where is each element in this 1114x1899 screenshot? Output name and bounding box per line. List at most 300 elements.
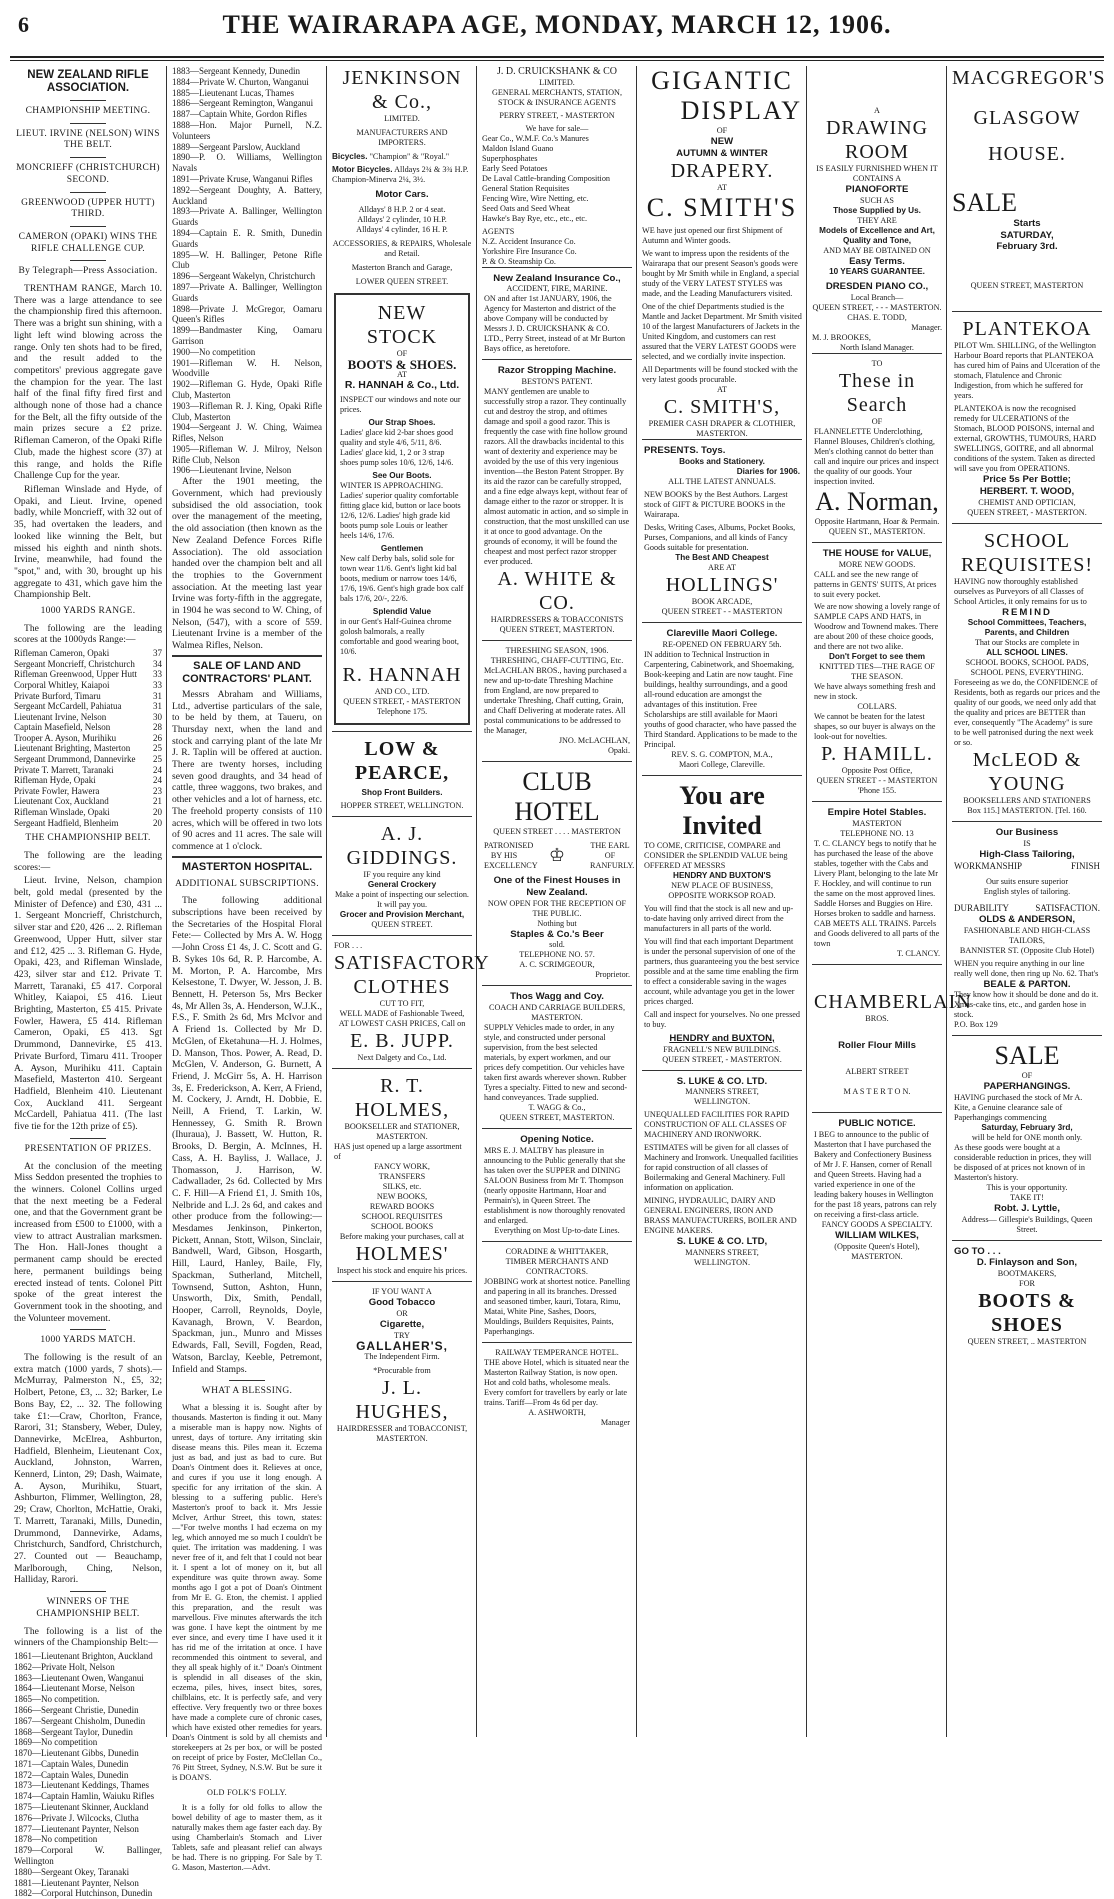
score-name: Private Burford, Timaru (14, 690, 101, 701)
score-name: Private Fowler, Hawera (14, 785, 100, 796)
ad-text: One of the chief Departments studied is the Mantle and Jacket Department. Mr Smith visited 10 of the largest Manufacturers of Jackets in the United Kingdom, and customers can rest assured that the VERY LATEST GOODS were selected, and we cordially invite inspection. (642, 302, 802, 362)
advertiser-name: E. B. JUPP. (350, 1030, 454, 1053)
ad-text: Call and inspect for yourselves. No one pressed to buy. (644, 1009, 800, 1029)
ad-text: They know how it should be done and do it. Xmas-cake tins, etc., and garden hose in stock. (954, 990, 1099, 1020)
ad-text: BANNISTER ST. (Opposite Club Hotel) (959, 945, 1095, 955)
ad-text: LIMITED. (539, 77, 575, 87)
score-value: 20 (153, 807, 162, 818)
winner-entry: 1876—Private J. Wilcocks, Clutha (14, 1812, 139, 1823)
winner-entry: 1863—Lieutenant Owen, Wanganui (14, 1672, 144, 1683)
ad-text: ON and after 1st JANUARY, 1906, the Agency for Masterton and district of the above Company will be conducted by Messrs J. D. CRUICKSHANK & CO. LTD., Perry Street, instead of at Mr Burton Bays office, as heretofore. (484, 294, 626, 354)
ad-text: Alldays' 4 cylinder, 16 H. P. (356, 224, 448, 234)
advertiser-name: CORADINE & WHITTAKER, (505, 1246, 609, 1256)
ad-text: We want to impress upon the residents of the Wairarapa that our present Season's goods were bought by Mr Smith while in England, a special study of the VERY LATEST STYLES was made, and the Leading Manufacturers visited. (642, 249, 800, 299)
ad-heading: Saturday, February 3rd, (981, 1122, 1073, 1132)
masthead-rule (10, 56, 1104, 58)
ad-text: MINING, HYDRAULIC, DAIRY AND GENERAL ENGINEERS, IRON AND BRASS MANUFACTURERS, BOILER AND ENGINE MAKERS. (644, 1196, 797, 1236)
ad-text: PREMIER CASH DRAPER & CLOTHIER, MASTERTON. (648, 419, 796, 439)
winner-entry: 1882—Corporal Hutchinson, Dunedin (14, 1888, 153, 1899)
winner-entry: 1899—Bandmaster King, Oamaru Garrison (172, 325, 322, 346)
subhead: GREENWOOD (UPPER HUTT) THIRD. (21, 197, 155, 220)
ad-text: Box 115.] MASTERTON. [Tel. 160. (967, 806, 1087, 816)
winner-entry: 1878—No competition (14, 1834, 98, 1845)
ad-text: You will find that each important Department is under the personal supervision of one of the partners, thus guaranteeing you the best service possible and at the same time enabling the firm to effect a considerable saving in the wages account, while advantage you get in the lower prices charged. (644, 936, 800, 1006)
list-item: REWARD BOOKS (369, 1202, 435, 1212)
ad-text: FANCY GOODS A SPECIALTY. (821, 1219, 933, 1229)
ad-text: This is your opportunity. (986, 1182, 1068, 1192)
advertiser-name: HOLLINGS' (665, 574, 779, 597)
ad-heading: Splendid Value (372, 607, 432, 617)
ad-text: OPPOSITE WORKSOP ROAD. (668, 890, 776, 900)
ad-heading: 10 YEARS GUARANTEE. (829, 267, 925, 277)
ad-text: QUEEN STREET - - MASTERTON (661, 607, 783, 617)
ad-text: The Independent Firm. (364, 1352, 440, 1362)
ad-heading: UNEQUALLED FACILITIES FOR RAPID CONSTRUCTION OF ALL CLASSES OF MACHINERY AND IRONWORK. (644, 1110, 790, 1140)
ad-text: Desks, Writing Cases, Albums, Pocket Books, Purses, Companions, and all kinds of Fancy Goods suitable for presentation. (644, 523, 796, 553)
ad-text: QUEEN STREET . . . . MASTERTON (493, 827, 621, 837)
ad-heading: Opening Notice. (520, 1133, 594, 1145)
ad-text: Inspect his stock and enquire his prices. (336, 1266, 468, 1276)
ad-text: OF (716, 126, 728, 135)
masthead-rule-thin (10, 60, 1104, 61)
winner-entry: 1897—Private A. Ballinger, Wellington Guards (172, 281, 322, 303)
score-name: Lieutenant Cox, Auckland (14, 796, 109, 807)
ad-text: COLLARS. (857, 701, 897, 711)
ad-text: WELLINGTON. (693, 1257, 750, 1267)
ad-text: (Opposite Queen's Hotel), (834, 1241, 920, 1251)
score-name: Sergeant Drummond, Dannevirke (14, 754, 136, 765)
ad-text: 'Phone 155. (857, 785, 897, 795)
advertiser-name: GLASGOW (973, 107, 1081, 129)
ad-heading: Clareville Maori College. (666, 628, 778, 640)
advertiser-name: HOUSE. (988, 143, 1066, 165)
divider (70, 157, 106, 158)
score-value: 24 (153, 775, 162, 786)
ad-heading: BOOTS & SHOES. (347, 356, 457, 372)
ad-text: QUEEN STREET, - - - MASTERTON. (812, 303, 942, 313)
article-paragraph: The following is a list of the winners of the Championship Belt:— (14, 1625, 162, 1649)
score-row (14, 701, 162, 712)
column-7-advertisements (952, 66, 1106, 1737)
ad-text: LIMITED. (384, 114, 420, 123)
cruickshank-items-list (482, 134, 632, 224)
list-item: SILKS, etc. (382, 1182, 422, 1192)
winner-entry: 1901—Rifleman W. H. Nelson, Woodville (172, 357, 322, 379)
advertiser-name: S. LUKE & CO. LTD, (676, 1236, 768, 1248)
ad-text: BOOTMAKERS, (997, 1269, 1057, 1279)
ad-heading: DRAPERY. (670, 160, 774, 183)
advertiser-name: OLDS & ANDERSON, (978, 913, 1076, 925)
ad-heading: See Our Boots. (372, 471, 432, 481)
score-name: Sergeant McCardell, Pahiatua (14, 701, 122, 712)
advertiser-name: J. L. HUGHES, (355, 1377, 449, 1424)
score-value: 30 (153, 711, 162, 722)
empire-stables-ad (812, 801, 942, 964)
ad-text: SCHOOL BOOKS, SCHOOL PADS, SCHOOL PENS, EVERYTHING. (965, 658, 1089, 678)
coradine-ad (482, 1241, 632, 1342)
ad-text: QUEEN STREET. (371, 920, 433, 930)
ad-heading: DISPLAY (680, 96, 802, 125)
score-value: 20 (153, 817, 162, 828)
ad-text: HAIRDRESSERS & TOBACCONISTS (490, 615, 624, 625)
advertiser-name: D. Finlayson and Son, (976, 1257, 1078, 1269)
score-value: 24 (153, 764, 162, 775)
luke-ad (642, 1070, 802, 1273)
ad-heading: REMIND (1002, 606, 1052, 618)
ad-text: TAKE IT! (1010, 1192, 1044, 1202)
ad-text: QUEEN STREET, - MASTERTON. (662, 1054, 782, 1064)
winner-entry: 1870—Lieutenant Gibbs, Dunedin (14, 1748, 139, 1759)
ad-text: PATRONISED BY HIS EXCELLENCY (484, 841, 538, 871)
ad-text: MORE NEW GOODS. (838, 559, 916, 569)
threshing-ad (482, 640, 632, 761)
opening-notice-ad (482, 1128, 632, 1241)
ad-text: INSPECT our windows and note our prices. (340, 395, 461, 415)
list-item: Yorkshire Fire Insurance Co. (482, 246, 577, 256)
ad-heading: ALL SCHOOL LINES. (986, 648, 1068, 658)
ad-text: Before making your purchases, call at (339, 1232, 465, 1242)
mcleod-young-ad (952, 523, 1102, 822)
ad-text: North Island Manager. (840, 343, 914, 353)
ad-heading: NEW STOCK (366, 301, 438, 348)
score-value: 25 (153, 754, 162, 765)
advertiser-name: S. LUKE & CO. LTD. (676, 1075, 768, 1087)
ad-text: Make a point of inspecting our selection. It will pay you. (335, 890, 469, 910)
winner-entry: 1891—Private Kruse, Wanganui Rifles (172, 173, 313, 184)
ad-text: We are now showing a lovely range of SAMPLE CAPS AND HATS, in Woodrow and Townend makes. There are about 200 of these choice goods, and there are not two alike. (814, 601, 940, 651)
ad-text: M A S T E R T O N. (843, 1087, 911, 1097)
ad-text: QUEEN STREET, MASTERTON. (499, 1112, 615, 1122)
score-row (14, 765, 162, 776)
ad-text: Address— Gillespie's Buildings, Queen Street. (961, 1214, 1093, 1234)
score-row (14, 712, 162, 723)
advertiser-name: C. SMITH'S, (663, 396, 781, 419)
advertiser-name: JENKINSON & Co., (342, 67, 462, 113)
winner-entry: 1885—Lieutenant Lucas, Thames (172, 87, 295, 98)
ad-text: You will find that the stock is all new and up-to-date having only arrived direct from the manufacturers in all parts of the world. (644, 903, 794, 933)
score-row (14, 733, 162, 744)
hughes-ad (332, 1281, 472, 1449)
score-name: Lieutenant Brighting, Masterton (14, 743, 131, 754)
divider (70, 1329, 106, 1330)
club-hotel-ad (482, 761, 635, 985)
ad-heading: GIGANTIC (651, 66, 793, 95)
ad-text: sold. (549, 940, 565, 950)
ad-heading: PLANTEKOA (962, 318, 1092, 341)
ad-text: ESTIMATES will be given for all classes of Machinery and Ironwork. Unequalled facilities for rapid construction of all classes of Boilermaking and General Machinery. Full information on application. (644, 1143, 798, 1193)
ad-heading: The Best AND Cheapest (675, 553, 769, 563)
ad-text: FOR (1019, 1279, 1035, 1289)
article-paragraph: Messrs Abraham and Williams, Ltd., advertise particulars of the sale, to be held by them, at Taueru, on Thursday next, when the land and stock and carrying plant of the late Mr J. R. Taplin will be offered at auction. There are twenty horses, including seven good draughts, and 34 head of cattle, three waggons, two brakes, and other vehicles and a lot of harness, etc. The freehold property consists of 110 acres, which will be offered in two lots of 90 acres and 11 acres. The sale will commence at 1 o'clock. (172, 688, 322, 852)
score-name: Trooper A. Ayson, Murihiku (14, 732, 117, 743)
ad-text: QUEEN STREET, MASTERTON. (499, 625, 615, 635)
list-item: Superphosphates (482, 153, 538, 163)
column-1-rifle-association (14, 66, 162, 1899)
list-item: NEW BOOKS, (376, 1192, 428, 1202)
section-heading: WINNERS OF THE CHAMPIONSHIP BELT. (36, 1597, 140, 1619)
ad-text: ACCESSORIES, & REPAIRS, Wholesale and Retail. (332, 238, 472, 258)
ad-text: TELEPHONE NO. 13 (840, 828, 914, 838)
ad-text: Ladies' glace kid 2-bar shoes good quality and style 4/6, 5/11, 8/6. Ladies' glace kid, 1, 2 or 3 strap shoes pump soles 10/6, 12/6, 14/6. (340, 428, 454, 468)
ad-text: *Procurable from (373, 1366, 431, 1376)
ad-text: McLACHLAN BROS., having purchased a new and up-to-date Threshing Machine from England, are now prepared to undertake Threshing, Chaff cutting, Grain, and Chaff Delivering at moderate rates. All postal communications to be addressed to the Manager, (484, 666, 627, 736)
ad-heading: Don't Forget to see them (828, 651, 926, 661)
ad-text: CHEMIST AND OPTICIAN, (978, 497, 1076, 507)
cruickshank-agents-list (482, 237, 632, 267)
ad-text: QUEEN STREET, MASTERTON (970, 281, 1084, 291)
ad-heading: February 3rd. (996, 241, 1058, 253)
ad-text: WELLINGTON. (693, 1097, 750, 1107)
score-name: Captain Masefield, Nelson (14, 722, 111, 733)
column-divider (326, 66, 327, 1737)
ad-text: MANNERS STREET, (685, 1087, 759, 1097)
ad-text: NEW PLACE OF BUSINESS, (671, 880, 773, 890)
ad-heading: Shop Front Builders. (361, 788, 443, 798)
ad-heading: NEW (710, 136, 734, 147)
ad-text: T. C. CLANCY begs to notify that he has purchased the lease of the above stables, together with the Cabs and Livery Plant, belonging to the late Mr F. Hockley, and will continue to run the same on the most approved lines. Saddle Horses and Buggies on Hire. Horses broken to saddle and harness. CAB MEETS ALL TRAINS. Parcels and Goods delivered to all parts of the town (814, 838, 940, 948)
score-row (14, 775, 162, 786)
score-name: Rifleman Greenwood, Upper Hutt (14, 669, 137, 680)
winner-entry: 1862—Private Holt, Nelson (14, 1661, 115, 1672)
section-heading: OLD FOLK'S FOLLY. (207, 1787, 287, 1797)
ad-heading: GALLAHER'S, (356, 1338, 448, 1353)
ad-heading: General Crockery (367, 880, 437, 890)
public-notice-ad (812, 1112, 942, 1266)
score-row (14, 818, 162, 829)
ad-text: New calf Derby bals, solid sole for town wear 11/6. Gent's light kid bal boots, medium or narrow toes 14/6, 17/6, 19/6. Gent's high grade box calf bals 17/6, 20/-, 22/6. (340, 554, 464, 604)
ad-text: PERRY STREET, - MASTERTON (499, 110, 615, 120)
score-value: 26 (153, 732, 162, 743)
score-name: Rifleman Winslade, Opaki (14, 807, 110, 818)
advertiser-name: CLUB HOTEL (514, 767, 600, 827)
score-value: 28 (153, 722, 162, 733)
ad-text: That our Stocks are complete in (974, 638, 1080, 648)
range-scores-list (14, 648, 162, 828)
ad-text: All Departments will be found stocked with the very latest goods procurable. (642, 365, 798, 385)
winner-entry: 1905—Rifleman W. J. Milroy, Nelson Rifle Club, Nelson (172, 443, 322, 465)
winner-entry: 1904—Sergeant J. W. Ching, Waimea Rifles, Nelson (172, 422, 322, 444)
ad-text: Our suits ensure superior English styles of tailoring. (983, 877, 1071, 897)
ad-text: BOOKSELLERS AND STATIONERS (963, 796, 1091, 806)
razor-ad (482, 359, 632, 640)
winner-entry: 1889—Sergeant Parslow, Auckland (172, 141, 300, 152)
article-paragraph: The following additional subscriptions have been received by the Secretaries of the Hospital Floral Fete:— Collected by Mrs A. W. Hogg—John Cross £1 4s, J. C. Scott and G. B. Sykes 10s 6d, R. P. Harcombe, A. M. Morton, P. A. Harcombe, Mrs Kelsestone, T. Dwyer, W. Jesson, J. B. Bennett, H. Peterson 5s, Mrs Becker 4s, Mr Allen 3s, A. Henderson, W.J.K., F.S., F. Smith 2s 6d, Mrs McIvor and A Friend 1s. Collected by Mr D. McGlen, of Eketahuna—H. J. Holmes, D. Manson, Thos. Power, A. Read, D. McGlen, V. Anderson, G. Burnett, A Friend, J. McGirr 5s, A. H. Harrison 3s, E. Frederickson, A. Kerr, A Friend, M. Cockery, J. Arndt, H. Dobbie, E. Neill, A Friend, T. Larkin, W. Hennessey, G. Smith R. Brown (Ihuraua), J. Bassett, W. Hutton, R. Brooks, D. Bergin, A. McInnes, H. Cass, A. H. Bayliss, J. Wallace, J. Thomasson, J. Harrison, W. Cadwallader, 2s 6d. Collected by Mrs C. F. Hill—A Friend £1, J. Smith 10s, Nelbride and L.J. 2s 6d, and cakes and other produce from the following:—Mesdames Jenkinson, Pinkerton, Pickett, Annan, Stott, Wilson, Sinclair, Bandwell, Ward, Gibson, Hosgarth, Hill, Laurd, Hanley, Baile, Fly, Spackman, Sutherland, Mitchell, Townsend, Sutton, Ashton, Hunn, Unsworth, Dix, Smith, Pendall, Hooper, Carroll, Reynolds, Doyle, Kavanagh, Brown, V. Beardon, Spackman, jun., Munro and Misses Edwards, Fall, Sevill, Fogden, Read, Watson, Barclay, Keeble, Petremont, Infield and Stamps. (172, 895, 322, 1375)
ad-text: MRS E. J. MALTBY has pleasure in announcing to the Public generally that she has taken over the SUPPER and DINING SALOON Business from Mr T. Thompson (nearly opposite Hartmann, Hoar and Permain's), in Queen Street. The establishment is now thoroughly renovated and enlarged. (484, 1145, 626, 1225)
ad-heading: Diaries for 1906. (736, 467, 800, 477)
ad-text: TELEPHONE NO. 57. (519, 950, 595, 960)
ad-heading: SALE (952, 188, 1017, 217)
winner-entry: 1888—Hon. Major Purnell, N.Z. Volunteers (172, 119, 322, 141)
ad-text: will be held for ONE month only. (971, 1132, 1083, 1142)
crown-icon: ♔ (548, 845, 566, 866)
ad-text: FLANNELETTE Underclothing, Flannel Blouses, Children's clothing, Men's clothing cannot do better than call and inquire our prices and inspect the quality of our goods. Your inspection invited. (814, 427, 939, 487)
ad-heading: Our Strap Shoes. (368, 418, 436, 428)
temperance-hotel-ad (482, 1342, 632, 1433)
newspaper-title: THE WAIRARAPA AGE, MONDAY, MARCH 12, 1906. (222, 10, 892, 39)
score-value: 34 (153, 658, 162, 669)
winner-entry: 1886—Sergeant Remington, Wanganui (172, 98, 314, 109)
ad-text: IF you require any kind (363, 870, 441, 880)
winner-entry: 1881—Lieutenant Paynter, Nelson (14, 1877, 139, 1888)
advertiser-name: R. HANNAH (342, 664, 462, 687)
ad-heading: Gentlemen (380, 544, 424, 554)
ad-text: REV. S. G. COMPTON, M.A., (671, 749, 773, 759)
ad-text: RE-OPENED ON FEBRUARY 5th. (662, 639, 782, 649)
ad-text: ALBERT STREET (845, 1067, 909, 1077)
list-item: Fencing Wire, Wire Netting, etc. (482, 193, 589, 203)
divider (70, 1138, 106, 1139)
ad-text: "Champion" & "Royal." (369, 152, 450, 161)
hendry-buxton-ad (642, 775, 802, 1070)
ad-heading: You are Invited (679, 780, 765, 840)
subhead: MONCRIEFF (CHRISTCHURCH) SECOND. (16, 163, 160, 185)
ad-text: HOPPER STREET, WELLINGTON. (340, 801, 464, 811)
ad-heading: Good Tobacco (368, 1297, 436, 1309)
ad-text: PILOT Wm. SHILLING, of the Wellington Harbour Board reports that PLANTEKOA has cured him of Pains and Ulceration of the stomach, Flatulence and Chronic Indigestion, from which he suffered for years. (954, 341, 1100, 401)
subhead: CHAMPIONSHIP MEETING. (25, 106, 151, 116)
ad-text: MANUFACTURERS AND IMPORTERS. (356, 128, 448, 147)
ad-text: Proprietor. (595, 970, 630, 980)
article-paragraph: Lieut. Irvine, Nelson, champion belt, gold medal (presented by the Minister of Defence) and £30, 431 ... 1. Sergeant Moncrieff, Christchurch, silver star and £20, 426 ... 2. Rifleman Greenwood, Upper Hutt, silver star and £12, 425 ... 3. Rifleman G. Hyde, Opaki, 423, and Rifleman Winslade, 423, silver star and £12. Private T. Marrett, Taranaki, £5 417. Corporal Whitley, Kaiapoi, £5 416. Lieut Brighting, Masterton, £5 415. Private Fowler, Hawera, £5 414. Rifleman Cameron, Opaki, £5 413. Sgt Drummond, Dannevirke, £5 413. Private Burford, Timaru 411. Trooper A. Ayson, Murihiku 411. Captain Masefield, Masterton 410. Sergeant Hadfield, Blenheim 410. Lieutenant Cox, Auckland 411. Sergeant McCardell, Pahiatua 411. (The last five tie for the 12th prize of £5). (14, 875, 162, 1133)
column-2-articles (172, 66, 322, 1872)
winner-entry: 1868—Sergeant Taylor, Dunedin (14, 1726, 133, 1737)
ad-text: in our Gent's Half-Guinea chrome golosh balmorals, a really comfortable and good wearing boot, 10/6. (340, 617, 459, 657)
ad-text: Nothing but (537, 918, 577, 928)
ad-text: TO (871, 359, 883, 369)
ad-heading: DRAWING ROOM (825, 117, 929, 163)
lyttle-ad (952, 1035, 1102, 1239)
ad-text: WHEN you require anything in our line really well done, then ring up No. 62. That's (954, 958, 1099, 978)
list-item: De Laval Cattle-branding Composition (482, 173, 611, 183)
low-pearce-ad (332, 731, 472, 816)
advertiser-name: McLEOD & YOUNG (972, 749, 1082, 796)
score-name: Private T. Marrett, Taranaki (14, 764, 114, 775)
ad-heading: THRESHING SEASON, 1906. (505, 646, 609, 656)
ad-text: Everything on Most Up-to-date Lines. (494, 1225, 620, 1235)
score-value: 33 (153, 669, 162, 680)
score-row (14, 648, 162, 659)
ad-text: HAVING purchased the stock of Mr A. Kite, a Genuine clearance sale of Paperhangings commencing (954, 1092, 1083, 1122)
score-row (14, 807, 162, 818)
ad-text: BESTON'S PATENT. (521, 377, 593, 387)
holmes-items-list (334, 1162, 470, 1232)
ad-heading: Roller Flour Mills (838, 1039, 916, 1051)
ad-text: MASTERTON. (851, 1251, 903, 1261)
ad-text: Opposite Hartmann, Hoar & Permain. QUEEN ST., MASTERTON. (814, 517, 940, 537)
ad-text: Masterton Branch and Garage, (351, 262, 453, 272)
ad-text: Alldays 2¾ & 3¾ H.P. Champion-Minerva 2¼, 3½. (332, 165, 469, 184)
article-paragraph: The following is the result of an extra match (1000 yards, 7 shots).—McMurray, Palmerston N., £5, 32; Holbert, Petone, £3, ... 32; Barker, Le Bons Bay, £2, ... 32. The following take £1:—Craw, Chorlton, France, Rarori, 31; Stansbery, Weber, Duley, Dannevirke, McElrea, Ashburton, Hadfield, Blenheim, Lieutenant Cox, Auckland, Johnston, Warren, Kennerd, Linton, 29; Dash, Waimate, A. Ayson, Murihiku, Stuart, Ashburton, Flimmer, Wellington, 28, 29; Craw, Chorlton, McHattie, Oraki, T. Marrett, Taranaki, Mills, Dunedin, Drummond, Dannevirke, Adams, Christchurch, Sandford, Christchurch, 27. Counted out — Beauchamp, Marlborough, Ching, Nelson, Halliday, Rarori. (14, 1352, 162, 1586)
ad-text: HAS just opened up a large assortment of (334, 1142, 462, 1162)
winner-entry: 1894—Captain E. R. Smith, Dunedin Guards (172, 227, 322, 249)
column-divider (806, 66, 807, 1737)
ad-text: As these goods were bought at a considerable reduction in prices, they will be disposed of at prices not known of in Masterton's history. (954, 1142, 1092, 1182)
score-value: 37 (153, 648, 162, 659)
score-row (14, 743, 162, 754)
column-divider (166, 66, 167, 1737)
score-row (14, 722, 162, 733)
divider (70, 260, 106, 261)
column-divider (946, 66, 947, 1737)
winner-entry: 1864—Lieutenant Morse, Nelson (14, 1683, 135, 1694)
plantekoa-ad (952, 311, 1102, 522)
divider (229, 1380, 265, 1381)
score-row (14, 691, 162, 702)
ad-text: FINISH (1070, 860, 1100, 871)
ad-heading: PAPERHANGINGS. (983, 1081, 1071, 1093)
hollings-ad (642, 439, 802, 622)
ad-heading: Models of Excellence and Art, Quality and Tone, (819, 225, 935, 245)
article-paragraph: The following are the leading scores at the 1000yds Range:— (14, 622, 162, 646)
ad-text: THE above Hotel, which is situated near the Masterton Railway Station, is now open. Hot and cold baths, wholesome meals. Every comfort for travellers by early or late trains. Tariff—From 4s 6d per day. (484, 1357, 630, 1407)
winner-entry: 1877—Lieutenant Paynter, Nelson (14, 1823, 139, 1834)
divider (70, 100, 106, 101)
page-number: 6 (18, 12, 29, 37)
advertiser-name: BEALE & PARTON. (983, 978, 1071, 990)
ad-text: JNO. McLACHLAN, (558, 736, 630, 746)
ad-text: SUPPLY Vehicles made to order, in any style, and constructed under personal supervision, from the best selected materials, by expert workmen, and our prices defy competition. Our vehicles have taken first awards wherever shown. Rubber Tyres a specialty. Fitted to new and second-hand conveyances. Trade supplied. (484, 1022, 628, 1102)
ad-heading: High-Class Tailoring, (979, 848, 1075, 860)
winners-list-continued (172, 66, 322, 476)
column-3-advertisements (332, 66, 490, 1737)
section-heading: THE CHAMPIONSHIP BELT. (25, 833, 151, 844)
ad-text: NEW BOOKS by the Best Authors. Largest stock of GIFT & PICTURE BOOKS in the Wairarapa. (644, 490, 788, 520)
ad-heading: Cigarette, (379, 1318, 425, 1330)
ad-text: WINTER IS APPROACHING. Ladies' superior quality comfortable fitting glace kid, button or lace boots 12/6, 12/6. Ladies' high grade kid boots pump sole Louis or leather heels 14/6, 17/6. (340, 481, 461, 541)
list-item: Early Seed Potatoes (482, 163, 548, 173)
ad-text: A. ASHWORTH, (528, 1407, 586, 1417)
ad-text: CUT TO FIT, (379, 999, 425, 1009)
ad-text: WE have just opened our first Shipment of Autumn and Winter goods. (642, 226, 783, 246)
ad-text: FASHIONABLE AND HIGH-CLASS TAILORS, (963, 925, 1091, 945)
giddings-ad (332, 816, 472, 935)
list-item: TRANSFERS (378, 1172, 426, 1182)
ad-text: TO COME, CRITICISE, COMPARE and CONSIDER the SPLENDID VALUE being OFFERED AT MESSRS (644, 840, 788, 870)
winner-entry: 1861—Lieutenant Brighton, Auckland (14, 1650, 153, 1661)
section-heading: PRESENTATION OF PRIZES. (24, 1143, 152, 1154)
score-value: 31 (153, 701, 162, 712)
article-paragraph: It is a folly for old folks to allow the bowel debility of age to master them, as it naturally makes them age faster each day. By using Chamberlain's Stomach and Liver Tablets, safe and pleasant relief can always be had. There is no gripping. For Sale by T. G. Mason, Masterton.—Advt. (172, 1802, 322, 1872)
winner-entry: 1892—Sergeant Doughty, A. Battery, Auckland (172, 184, 322, 206)
advertiser-name: WILLIAM WILKES, (835, 1229, 919, 1241)
ad-label: Motor Bicycles. (332, 165, 393, 174)
ad-text: Next Dalgety and Co., Ltd. (357, 1053, 447, 1063)
article-paragraph: TRENTHAM RANGE, March 10. There was a large attendance to see the championship fired this afternoon. There was a bright sun shining, with a light left wind blowing across the range. Only ten shots had to be fired, and the result added to the competitors' previous aggregate gave the champion for the year. The last half of the final fifty fired first and although none of those had a chance for the Belt, all the fifty outside of the main prizes secure a £2 prize. Rifleman Cameron, of the Opaki Rifle Club, made the highest score (37) at this range, and holds the Rifle Challenge Cup for the year. (14, 283, 162, 482)
ad-heading: Books and Stationery. (679, 457, 765, 467)
ad-heading: PRESENTS. Toys. (644, 445, 726, 457)
ad-heading: New Zealand Insurance Co., (493, 272, 621, 284)
ad-text: ARE AT (708, 563, 736, 573)
list-item: Seed Oats and Seed Wheat (482, 203, 571, 213)
ad-text: OF (396, 348, 408, 358)
ad-heading: Grocer and Provision Merchant, (339, 910, 465, 920)
winner-entry: 1895—W. H. Ballinger, Petone Rifle Club (172, 249, 322, 271)
article-paragraph: After the 1901 meeting, the Government, which had previously subsidised the old association, took over the management of the meeting, the old association (then known as the New Zealand Defence Forces Rifle Association). The old association handed over the champion belt and all the trophies to the Government association. At the meeting last year Irvine was forty-fifth in the aggregate, in 1904 he was second to W. Ching, of Nelson, (547), with a score of 559. Lieutenant Irvine is a member of the Walmea Rifles, Nelson. (172, 476, 322, 652)
winner-entry: 1874—Captain Hamlin, Waiuku Rifles (14, 1791, 155, 1802)
ad-heading: Razor Stropping Machine. (497, 365, 617, 377)
ad-text: JOBBING work at shortest notice. Panelling and papering in all its branches. Dressed and seasoned timber, kauri, Totara, Rimu, Matai, White Pine, Sashes, Doors, Mouldings, Builders Requisites, Paints, Paperhangings. (484, 1276, 630, 1336)
hannah-boots-ad (334, 293, 470, 725)
ad-heading: SCHOOL REQUISITES! (960, 529, 1094, 576)
ad-heading: SATURDAY, (1000, 229, 1054, 241)
ad-text: M. J. BROOKES, (812, 333, 871, 343)
advertiser-name: HENDRY and BUXTON, (669, 1032, 775, 1044)
article-paragraph: At the conclusion of the meeting Miss Seddon presented the trophies to the winners. Colonel Collins urged that the next meeting be a Federal one, and that the Government grant be increased from £500 to £1000, with a view to attract Australian marksmen. The Hon. Hall-Jones thought a permanent camp should be erected here, permanent buildings being erected instead of tents. Colonel Pitt spoke of the great interest the Government took in the shooting, and the Volunteer movement. (14, 1160, 162, 1324)
ad-text: P.O. Box 129 (954, 1020, 998, 1030)
ad-text: AND CO., LTD. (374, 687, 430, 697)
section-heading: 1000 YARDS MATCH. (40, 1335, 136, 1346)
winner-entry: 1880—Sergeant Okey, Taranaki (14, 1866, 130, 1877)
